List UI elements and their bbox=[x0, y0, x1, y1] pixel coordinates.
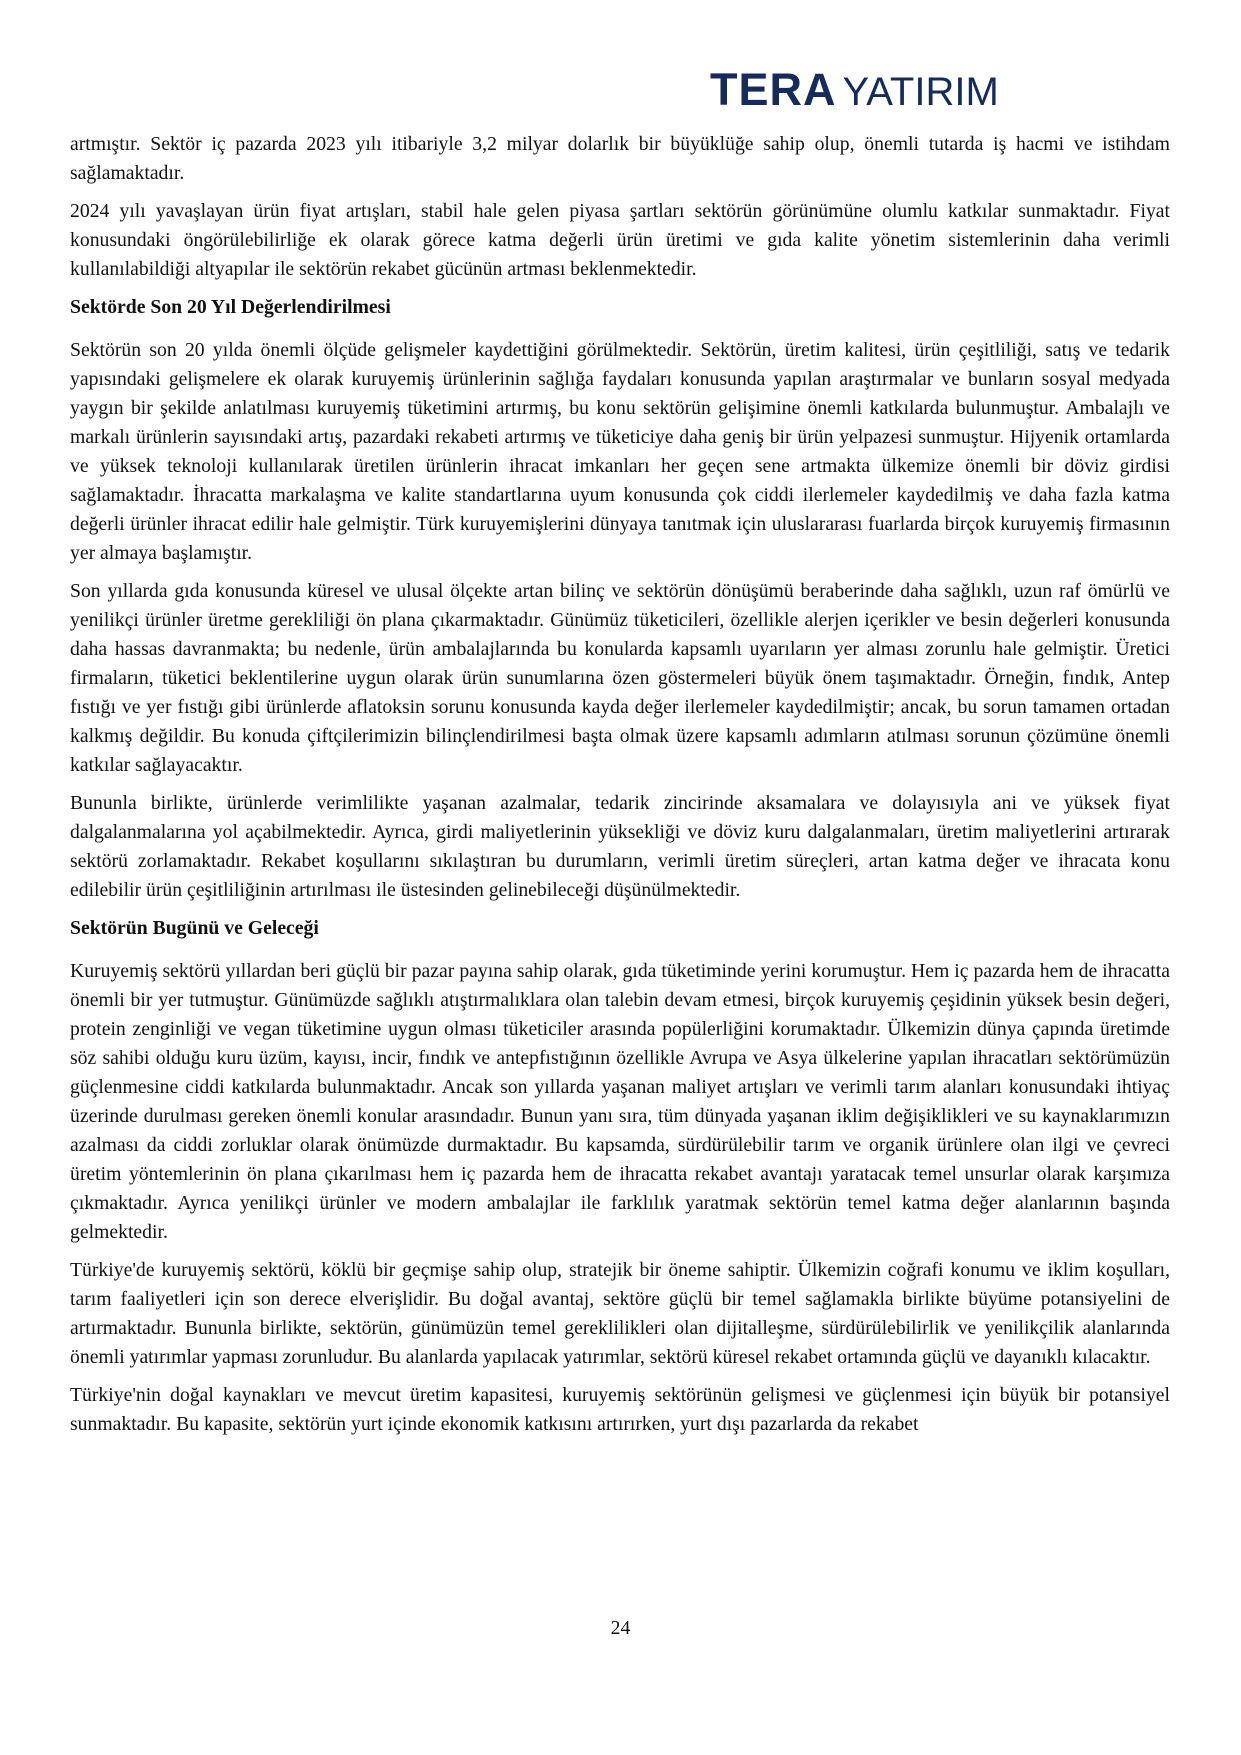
page-content bbox=[70, 130, 1170, 1448]
paragraph-2024-outlook: 2024 yılı yavaşlayan ürün fiyat artışları, stabil hale gelen piyasa şartları sektörün görünümüne olumlu katkılar sunmaktadır. Fiyat konusundaki öngörülebilirliğe ek olarak görece katma değerli ürün üretimi ve gıda kalite yönetim sistemlerinin daha verimli kullanılabildiği altyapılar ile sektörün rekabet gücünün artması beklenmektedir. bbox=[70, 200, 1170, 280]
section-heading-present-and-future: Sektörün Bugünü ve Geleceği bbox=[70, 917, 319, 939]
paragraph-20-year-developments: Sektörün son 20 yılda önemli ölçüde gelişmeler kaydettiğini görülmektedir. Sektörün, üretim kalitesi, ürün çeşitliliği, satış ve tedarik yapısındaki gelişmelere ek olarak kuruyemiş ürünlerinin sağlığa faydaları konusunda yapılan araştırmalar ve bunların sosyal medyada yaygın bir şekilde anlatılması kuruyemiş tüketimini artırmış, bu konu sektörün gelişimine önemli katkılarda bulunmuştur. Ambalajlı ve markalı ürünlerin sayısındaki artış, pazardaki rekabeti artırmış ve tüketiciye daha geniş bir ürün yelpazesi sunmuştur. Hijyenik ortamlarda ve yüksek teknoloji kullanılarak üretilen ürünlerin ihracat imkanları her geçen sene artmakta ülkemize önemli bir döviz girdisi sağlamaktadır. İhracatta markalaşma ve kalite standartlarına uyum konusunda çok ciddi ilerlemeler kaydedilmiş ve daha fazla katma değerli ürünler ihracat edilir hale gelmiştir. Türk kuruyemişlerini dünyaya tanıtmak için uluslararası fuarlarda birçok kuruyemiş firmasının yer almaya başlamıştır. bbox=[70, 339, 1170, 564]
paragraph-turkey-strategic-importance: Türkiye'de kuruyemiş sektörü, köklü bir geçmişe sahip olup, stratejik bir öneme sahiptir. Ülkemizin coğrafi konumu ve iklim koşulları, tarım faaliyetleri için son derece elverişlidir. Bu doğal avantaj, sektöre güçlü bir temel sağlamakla birlikte büyüme potansiyelini de artırmaktadır. Bununla birlikte, sektörün, günümüzün temel gereklilikleri olan dijitalleşme, sürdürülebilirlik ve yenilikçilik alanlarında önemli yatırımlar yapması zorunludur. Bu alanlarda yapılacak yatırımlar, sektörü küresel rekabet ortamında güçlü ve dayanıklı kılacaktır. bbox=[70, 1259, 1170, 1368]
logo-word: TERA bbox=[710, 64, 837, 115]
logo-suffix: YATIRIM bbox=[842, 70, 999, 114]
section-heading-last-20-years: Sektörde Son 20 Yıl Değerlendirilmesi bbox=[70, 296, 391, 318]
company-logo bbox=[710, 66, 1070, 114]
paragraph-intro-continuation: artmıştır. Sektör iç pazarda 2023 yılı itibariyle 3,2 milyar dolarlık bir büyüklüğe sahip olup, önemli tutarda iş hacmi ve istihdam sağlamaktadır. bbox=[70, 133, 1170, 184]
paragraph-market-position: Kuruyemiş sektörü yıllardan beri güçlü bir pazar payına sahip olarak, gıda tüketiminde yerini korumuştur. Hem iç pazarda hem de ihracatta önemli bir yer tutmuştur. Günümüzde sağlıklı atıştırmalıklara olan talebin devam etmesi, birçok kuruyemiş çeşidinin yüksek besin değeri, protein zenginliği ve vegan tüketimine uygun olması tüketiciler arasında popülerliğini korumaktadır. Ülkemizin dünya çapında üretimde söz sahibi olduğu kuru üzüm, kayısı, incir, fındık ve antepfıstığının özellikle Avrupa ve Asya ülkelerine yapılan ihracatları sektörümüzün güçlenmesine ciddi katkılarda bulunmaktadır. Ancak son yıllarda yaşanan maliyet artışları ve verimli tarım alanları konusundaki ihtiyaç üzerinde durulması gereken önemli konular arasındadır. Bunun yanı sıra, tüm dünyada yaşanan iklim değişiklikleri ve su kaynaklarımızın azalması da ciddi zorluklar olarak önümüzde durmaktadır. Bu kapsamda, sürdürülebilir tarım ve organik ürünlere olan ilgi ve çevreci üretim yöntemlerinin ön plana çıkarılması hem iç pazarda hem de ihracatta rekabet avantajı yaratacak temel unsurlar olarak karşımıza çıkmaktadır. Ayrıca yenilikçi ürünler ve modern ambalajlar ile farklılık yaratmak sektörün temel katma değer alanlarının başında gelmektedir. bbox=[70, 960, 1170, 1243]
paragraph-natural-resources: Türkiye'nin doğal kaynakları ve mevcut üretim kapasitesi, kuruyemiş sektörünün gelişmesi ve güçlenmesi için büyük bir potansiyel sunmaktadır. Bu kapasite, sektörün yurt içinde ekonomik katkısını artırırken, yurt dışı pazarlarda da rekabet bbox=[70, 1384, 1170, 1435]
paragraph-food-awareness: Son yıllarda gıda konusunda küresel ve ulusal ölçekte artan bilinç ve sektörün dönüşümü beraberinde daha sağlıklı, uzun raf ömürlü ve yenilikçi ürünler üretme gerekliliği ön plana çıkarmaktadır. Günümüz tüketicileri, özellikle alerjen içerikler ve besin değerleri konusunda daha hassas davranmakta; bu nedenle, ürün ambalajlarında bu konularda kapsamlı uyarıların yer alması zorunlu hale gelmiştir. Üretici firmaların, tüketici beklentilerine uygun olarak ürün sunumlarına özen göstermeleri büyük önem taşımaktadır. Örneğin, fındık, Antep fıstığı ve yer fıstığı gibi ürünlerde aflatoksin sorunu konusunda kayda değer ilerlemeler kaydedilmiştir; ancak, bu sorun tamamen ortadan kalkmış değildir. Bu konuda çiftçilerimizin bilinçlendirilmesi başta olmak üzere kapsamlı adımların atılması sorunun çözümüne önemli katkılar sağlayacaktır. bbox=[70, 580, 1170, 776]
page-number: 24 bbox=[610, 1617, 631, 1639]
paragraph-productivity-challenges: Bununla birlikte, ürünlerde verimlilikte yaşanan azalmalar, tedarik zincirinde aksamalara ve dolayısıyla ani ve yüksek fiyat dalgalanmalarına yol açabilmektedir. Ayrıca, girdi maliyetlerinin yüksekliği ve döviz kuru dalgalanmaları, üretim maliyetlerini artırarak sektörü zorlamaktadır. Rekabet koşullarını sıkılaştıran bu durumların, verimli üretim süreçleri, artan katma değer ve ihracata konu edilebilir ürün çeşitliliğinin artırılması ile üstesinden gelinebileceği düşünülmektedir. bbox=[70, 792, 1170, 901]
